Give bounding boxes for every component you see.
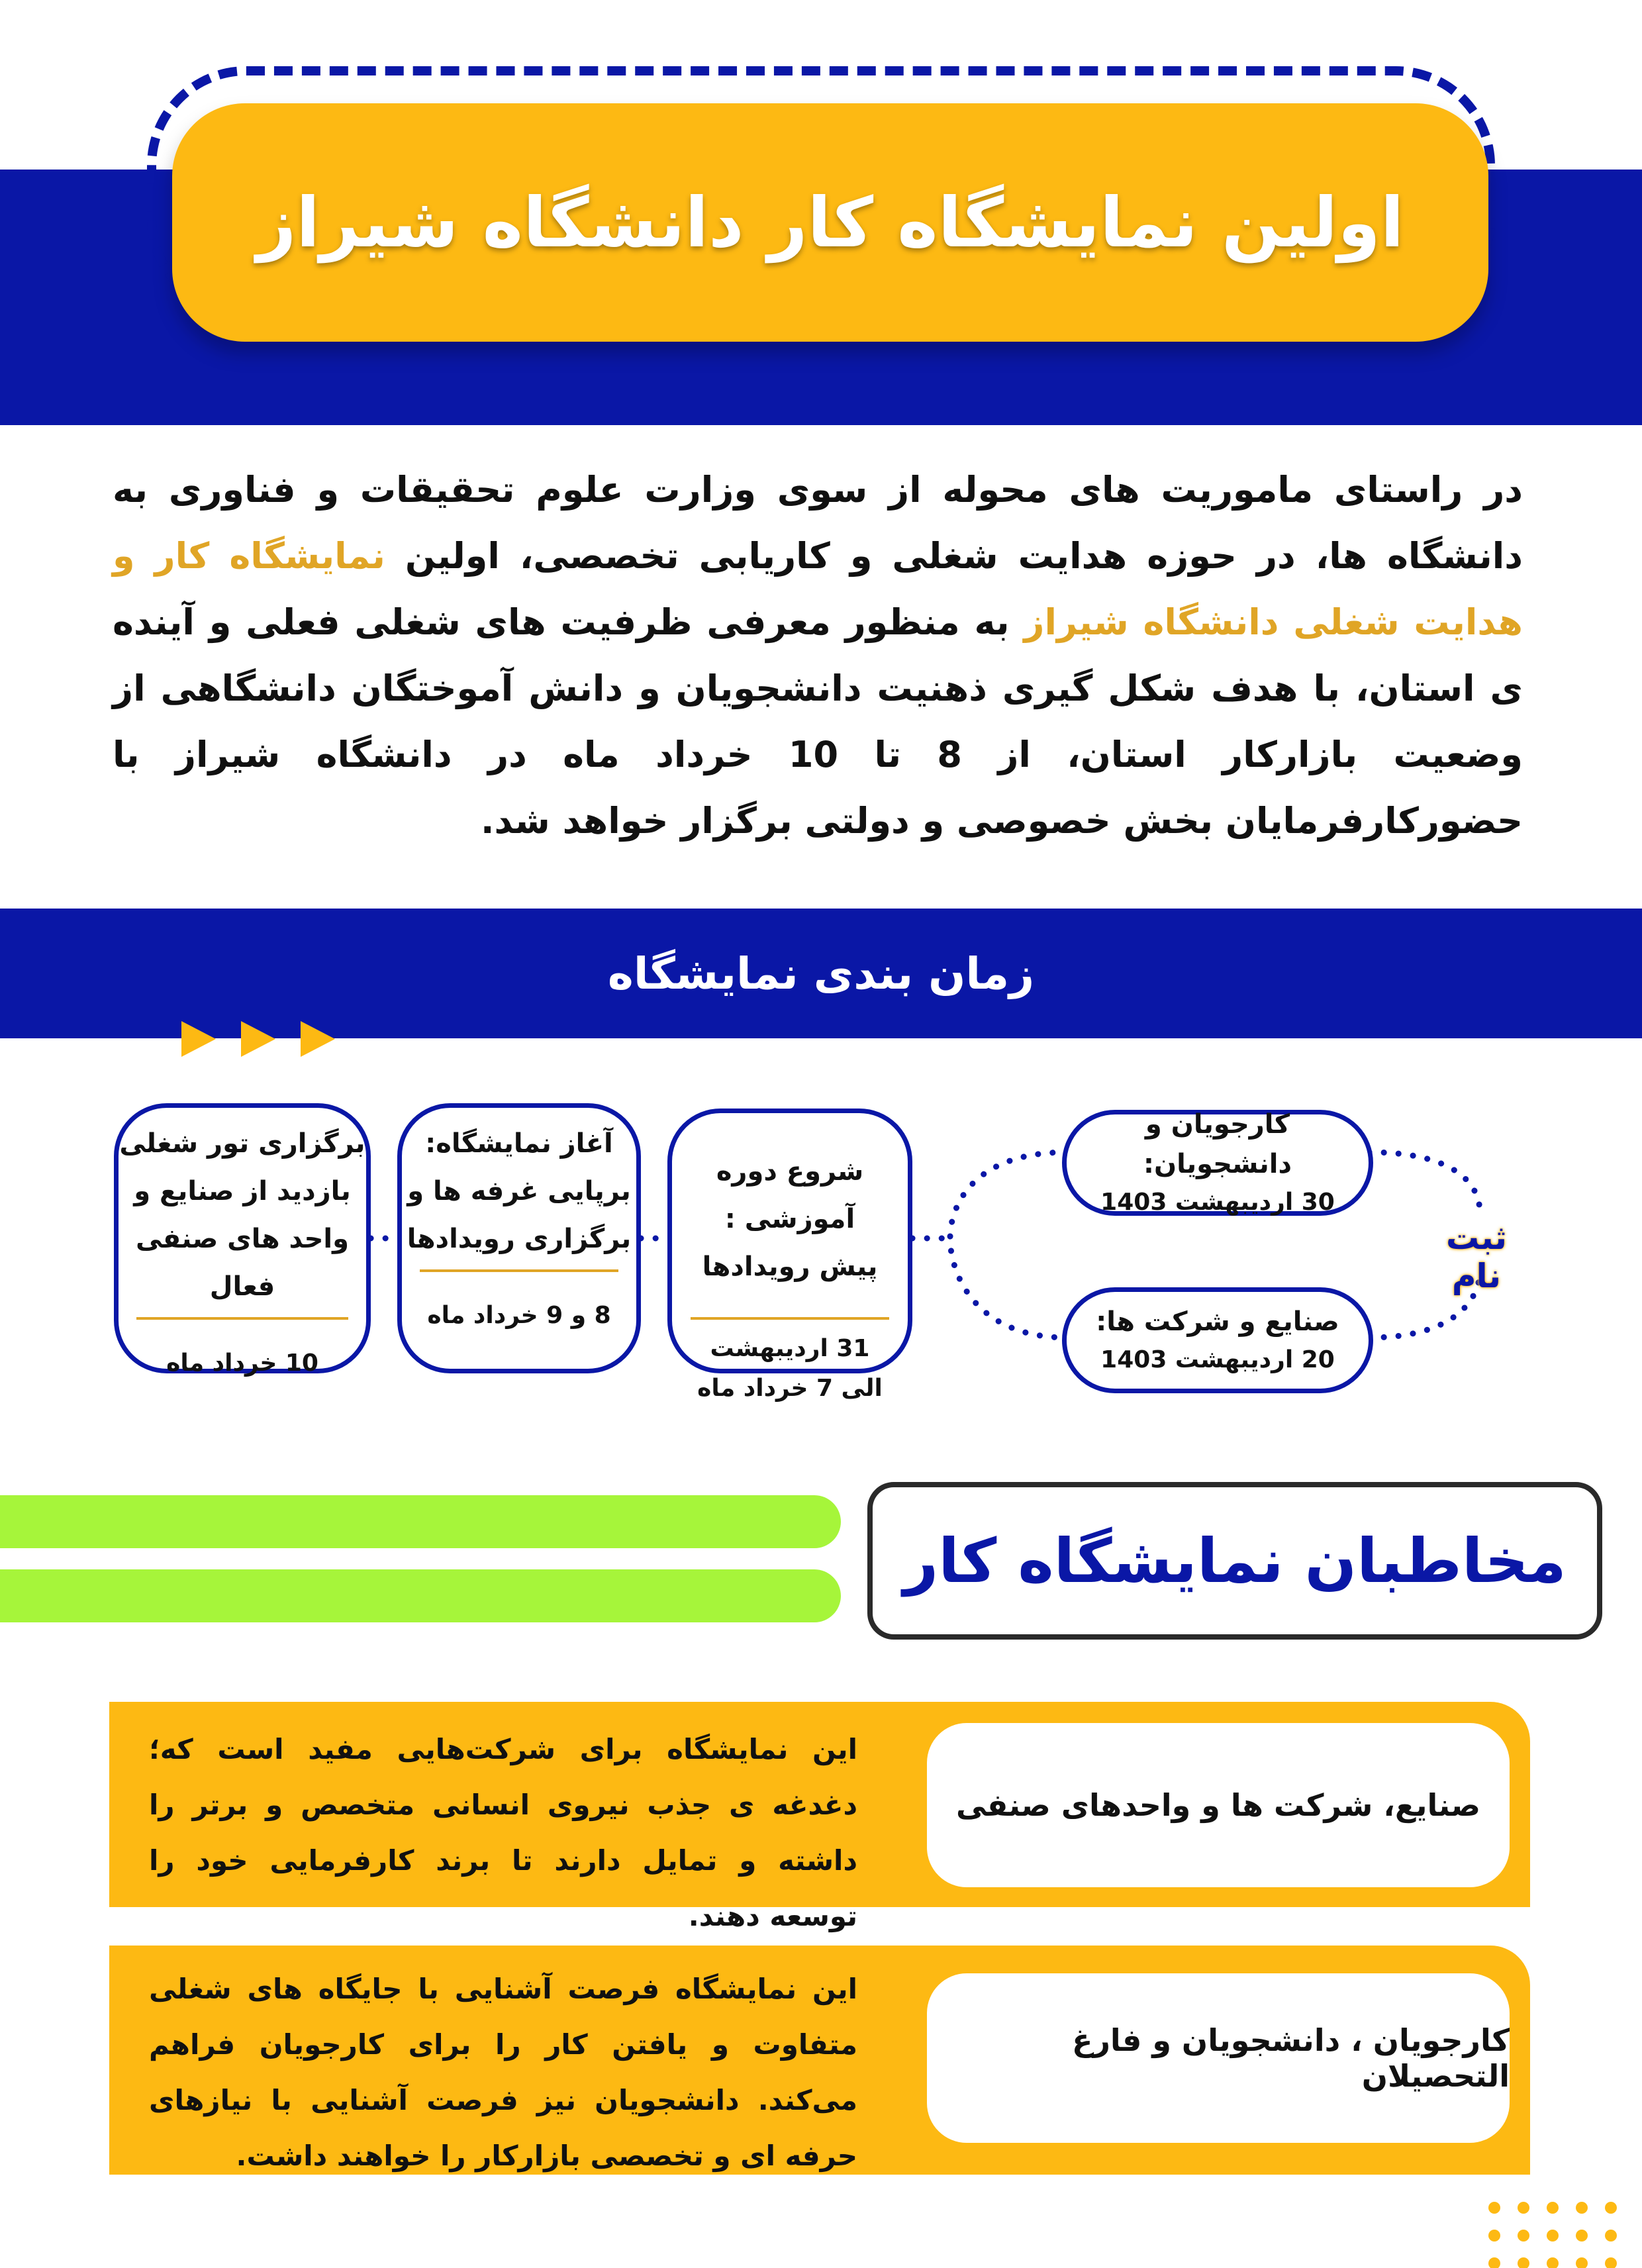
step-exhibition-start — [397, 1103, 641, 1373]
audience-jobseekers-description: این نمایشگاه فرصت آشنایی با جایگاه های شغلی متفاوت و یافتن کار را برای کارجویان فراهم می‌کند. دانشجویان نیز فرصت آشنایی با نیازهای حرفه ای و تخصصی بازارکار را خواهند داشت. — [149, 1973, 857, 2172]
registration-label: ثبت نام — [1445, 1218, 1508, 1295]
step-job-tour — [114, 1103, 371, 1377]
registration-jobseekers — [1062, 1110, 1373, 1216]
registration-jobseekers-title: کارجویان و دانشجویان: — [1143, 1109, 1292, 1179]
audience-title: مخاطبان نمایشگاه کار — [903, 1525, 1567, 1597]
audience-title-box — [867, 1482, 1602, 1640]
registration-jobseekers-date: 30 اردیبهشت 1403 — [1100, 1189, 1335, 1216]
step-training-title-2: پیش رویدادها — [702, 1252, 878, 1282]
registration-companies-title: صنایع و شرکت ها: — [1096, 1307, 1339, 1337]
connector-right-top — [1369, 1152, 1480, 1212]
audience-companies-description: این نمایشگاه برای شرکت‌هایی مفید است که؛ دغدغه ی جذب نیروی انسانی متخصص و برتر را داشته و تمایل دارند تا برند کارفرمایی خود را توسعه دهند. — [149, 1733, 857, 1932]
title-card — [172, 103, 1488, 342]
registration-companies — [1062, 1287, 1373, 1393]
step-separator — [136, 1317, 348, 1320]
intro-text-after: به منظور معرفی ظرفیت های شغلی فعلی و آینده ی استان، با هدف شکل گیری ذهنیت دانشجویان و دانش آموختگان دانشگاهی از وضعیت بازارکار استان، از 8 تا 10 خرداد ماه در دانشگاه شیراز با حضورکارفرمایان بخش خصوصی و دولتی برگزار خواهد شد. — [113, 601, 1523, 842]
schedule-title: زمان بندی نمایشگاه — [607, 948, 1035, 999]
green-decor-bar — [0, 1569, 841, 1622]
step-separator — [420, 1269, 618, 1272]
intro-highlight: نمایشگاه کار و هدایت شغلی دانشگاه شیراز — [113, 535, 1523, 643]
audience-jobseekers-name: کارجویان ، دانشجویان و فارغ التحصیلان — [1072, 2022, 1510, 2094]
step-tour-title-2: بازدید از صنایع و — [134, 1176, 351, 1207]
audience-companies-name: صنایع، شرکت ها و واحدهای صنفی — [955, 1787, 1481, 1823]
step-exhibition-title-1: آغاز نمایشگاه: — [425, 1128, 613, 1159]
arrow-triangles-icon — [181, 1017, 340, 1061]
step-tour-date: 10 خرداد ماه — [166, 1350, 318, 1377]
step-tour-title-3: واحد های صنفی فعال — [135, 1224, 349, 1302]
arrow-triangle-icon — [241, 1021, 275, 1057]
step-exhibition-title-2: برپایی غرفه ها و — [407, 1176, 631, 1207]
audience-card-jobseekers — [927, 1973, 1510, 2143]
audience-card-companies — [927, 1723, 1510, 1887]
arrow-triangle-icon — [301, 1021, 335, 1057]
page-title: اولین نمایشگاه کار دانشگاه شیراز — [256, 182, 1404, 263]
registration-companies-date: 20 اردیبهشت 1403 — [1100, 1346, 1335, 1373]
dot-grid-decor-icon — [1486, 2198, 1619, 2268]
intro-paragraph — [113, 457, 1523, 854]
step-tour-title-1: برگزاری تور شغلی — [119, 1128, 365, 1159]
step-exhibition-date: 8 و 9 خرداد ماه — [427, 1302, 611, 1329]
green-decor-bar — [0, 1495, 841, 1548]
step-training-date-1: 31 اردیبهشت — [710, 1335, 870, 1362]
step-training-date-2: الی 7 خرداد ماه — [697, 1375, 883, 1402]
step-training-title-1: شروع دوره آموزشی : — [716, 1156, 864, 1234]
arrow-triangle-icon — [181, 1021, 216, 1057]
connector-left-curve — [950, 1152, 1067, 1338]
step-training — [667, 1109, 912, 1402]
intro-text-before: در راستای ماموریت های محوله از سوی وزارت علوم تحقیقات و فناوری به دانشگاه ها، در حوزه هدایت شغلی و کاریابی تخصصی، اولین — [113, 469, 1523, 577]
step-exhibition-title-3: برگزاری رویدادها — [407, 1224, 632, 1254]
step-separator — [691, 1317, 889, 1320]
